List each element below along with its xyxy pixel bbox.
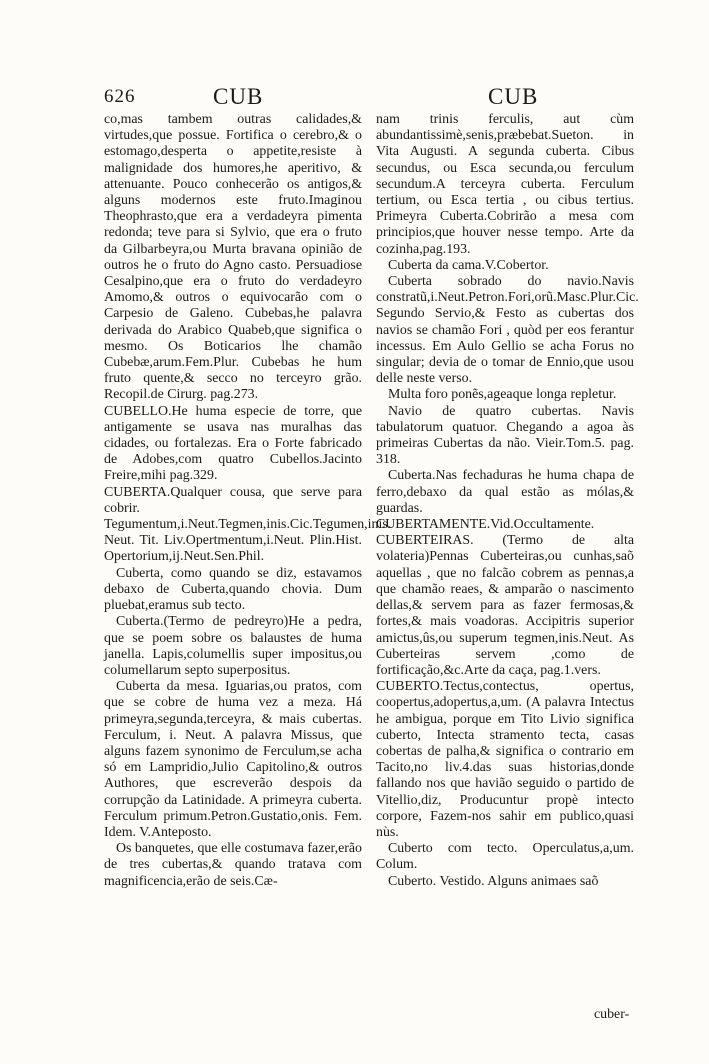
catchword: cuber- (594, 1007, 630, 1022)
entry-paragraph: CUBERTAMENTE.Vid.Occultamente. (376, 517, 595, 533)
entry-paragraph: Navio de quatro cubertas. Navis tabulatorum quatuor. Chegando a agoa às primeiras Cubertas da não. Vieir.Tom.5. pag. 318. (376, 403, 634, 468)
entry-paragraph: Multa foro ponẽs,ageaque longa repletur. (388, 387, 617, 403)
guide-word-right: CUB (488, 84, 539, 109)
entry-paragraph: Cuberta, como quando se diz, estavamos debaxo de Cuberta,quando chovia. Dum pluebat,eramus sub tecto. (104, 565, 362, 614)
entry-paragraph: Cuberta.(Termo de pedreyro)He a pedra, que se poem sobre os balaustes de huma janella. Lapis,columellis super impositus,ou columellarum septo superpositus. (104, 614, 362, 678)
entry-paragraph: Os banquetes, que elle costumava fazer,erão de tres cubertas,& quando tratava com magnificencia,erão de seis.Cæ- (104, 841, 362, 889)
entry-paragraph: Cuberto. Vestido. Alguns animaes saõ (388, 873, 599, 889)
entry-paragraph: CUBERTA.Qualquer cousa, que serve para cobrir. Tegumentum,i.Neut.Tegmen,inis.Cic.Tegumen,inis. Neut. Tit. Liv.Opertmentum,i.Neut. Plin.Hist. Opertorium,ij.Neut.Sen.Phil. (104, 484, 392, 565)
left-column (104, 112, 392, 890)
entry-paragraph: Cuberta da mesa. Iguarias,ou pratos, com que se cobre de huma vez a meza. Há primeyra,segunda,terceyra, & mais cubertas. Ferculum, i. Neut. A palavra Missus, que alguns fazem synonimo de Ferculum,se acha só em Lampridio,Julio Capitolino,& outros Authores, que escreverão despois da corrupção da Latinidade. A primeyra cuberta. Ferculum primum.Petron.Gustatio,onis. Fem. Idem. V.Anteposto. (104, 679, 362, 840)
entry-paragraph: Cuberta sobrado do navio.Navis constratũ,i.Neut.Petron.Fori,orũ.Masc.Plur.Cic. Segundo Servio,& Festo as cubertas dos navios se chamão Fori , quòd per eos ferantur incessus. Em Aulo Gellio se acha Forus no singular; devia de o tomar de Ennio,que usou delle neste verso. (376, 274, 639, 387)
entry-paragraph: Cuberto com tecto. Operculatus,a,um. Colum. (376, 841, 634, 873)
entry-paragraph: CUBELLO.He huma especie de torre, que antigamente se usava nas muralhas das cidades, ou fortalezas. Era o Forte fabricado de Adobes,com quatro Cubellos.Jacinto Freire,mihi pag.329. (104, 403, 362, 484)
entry-paragraph: CUBERTEIRAS. (Termo de alta volateria)Pennas Cuberteiras,ou cunhas,saõ aquellas , que no falcão cobrem as pennas,a que chamão reaes, & amparão o nascimento dellas,& servem para as fazer fermosas,& fortes,& mais voadoras. Accipitris superior amictus,ûs,ou superum tegmen,inis.Neut. As Cuberteiras servem ,como de fortificação,&c.Arte da caça, pag.1.vers. (376, 533, 634, 678)
guide-word-left: CUB (213, 84, 264, 109)
entry-paragraph: CUBERTO.Tectus,contectus, opertus, coopertus,adopertus,a,um. (A palavra Intectus he ambigua, porque em Tito Livio significa cuberto, Intecta stramento tecta, casas cobertas de palha,& significa o contrario em Tacito,no liv.4.das suas historias,donde fallando nos que havião seguido o partido de Vitellio,diz, Producuntur propè intecto corpore, Fazem-nos sahir em publico,quasi nùs. (376, 679, 634, 840)
page-number: 626 (104, 86, 136, 107)
entry-paragraph: Cuberta da cama.V.Cobertor. (388, 257, 549, 273)
entry-paragraph: Cuberta.Nas fechaduras he huma chapa de ferro,debaxo da qual estão as mólas,& guardas. (376, 468, 634, 516)
entry-paragraph: co,mas tambem outras calidades,& virtudes,que possue. Fortifica o cerebro,& o estomago,desperta o appetite,resiste à malignidade dos humores,he aperitivo, & attenuante. Pouco conhecerão os antigos,& alguns modernos este fruto.Imaginou Theophrasto,que era a verdadeyra pimenta redonda; teve para si Sylvio, que era o fruto da Gilbarbeyra,ou Murta bravana opinião de outros he o fruto do Agno casto. Persuadiose Cesalpino,que era o fruto do verdadeyro Amomo,& outros o equivocarão com o Carpesio de Galeno. Cubebas,he palavra derivada do Arabico Quabeb,que significa o mesmo. Os Boticarios lhe chamão Cubebæ,arum.Fem.Plur. Cubebas he hum fruto quente,& secco no terceyro grão. Recopil.de Cirurg. pag.273. (104, 112, 362, 403)
entry-paragraph: nam trinis ferculis, aut cùm abundantissimè,senis,præbebat.Sueton. in Vita Augusti. A segunda cuberta. Cibus secundus, ou Esca secunda,ou ferculum secundum.A terceyra cuberta. Ferculum tertium, ou Esca tertia , ou cibus tertius. Primeyra Cuberta.Cobrirão a mesa com principios,que houver nesse tempo. Arte da cozinha,pag.193. (376, 112, 634, 257)
right-column (376, 112, 639, 890)
